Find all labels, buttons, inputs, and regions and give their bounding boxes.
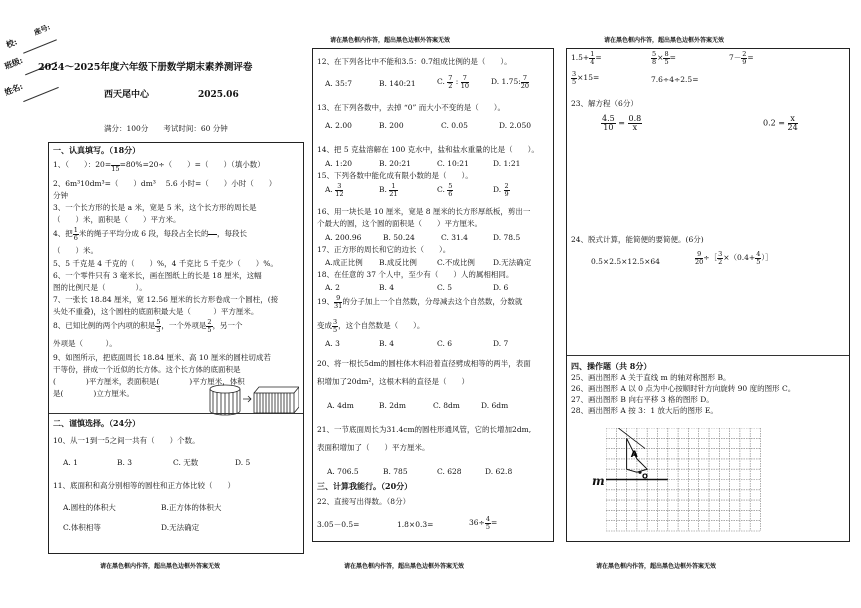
score-info: 满分：100分 考试时间：60 分钟 [104, 124, 228, 133]
q20: 20、将一根长5dm的圆柱体木料沿着直径劈成相等的两半，表面 [317, 359, 531, 368]
q24-expr-2: $\frac{9}{20}$ ÷［ $\frac{3}{2}$ ×（0.4+ $\frac{4}{5}$ ）］ [695, 250, 773, 266]
section-2-title: 二、谨慎选择。（24分） [53, 418, 141, 428]
q1-fraction: 15 [111, 158, 120, 172]
q15-option-c[interactable]: C. $\frac{5}{6}$ [437, 182, 453, 198]
q12-option-c[interactable]: C. $\frac{7}{2}$ : $\frac{7}{10}$ [437, 74, 469, 90]
q19: 19、 $\frac{9}{31}$ 的分子加上一个自然数，分母减去这个自然数，分数就 [317, 294, 523, 310]
q13-option-d[interactable]: D. 2.050 [499, 121, 531, 130]
section-divider [567, 355, 849, 356]
line [23, 39, 57, 53]
q18-option-b[interactable]: B. 4 [379, 283, 395, 292]
calc-3: 7－ $\frac{2}{9}$ = [729, 50, 754, 66]
q22-item-2: 1.8×0.3= [397, 520, 434, 529]
q1-text-b: =80%=20÷（ ）=（ ）（填小数） [119, 160, 265, 169]
q5: 5、5 千克是 4 千克的（ ）%，4 千克比 5 千克少（ ）%。 [53, 259, 278, 268]
q8-fraction-2: $\frac{2}{5}$ [207, 318, 212, 334]
q14-option-c[interactable]: C. 10:21 [437, 159, 469, 168]
q20b: 积增加了20dm²，这根木料的直径是（ ） [317, 377, 469, 386]
calc-4: $\frac{3}{5}$ ×15= [572, 70, 600, 86]
drawing-grid[interactable] [606, 428, 761, 534]
q11-option-b[interactable]: B.正方体的体积大 [161, 503, 222, 512]
footer-note-1: 请在黑色框内作答，超出黑色边框外答案无效 [100, 563, 221, 570]
q10: 10、从一1到一5之间一共有（ ）个数。 [53, 436, 200, 445]
footer-note-3: 请在黑色框内作答，超出黑色边框外答案无效 [596, 563, 717, 570]
q18: 18、在任意的 37 个人中，至少有（ ）人的属相相同。 [317, 270, 514, 279]
q19-option-d[interactable]: D. 7 [493, 339, 509, 348]
q13-option-a[interactable]: A. 2.00 [325, 121, 352, 130]
q19-option-a[interactable]: A. 3 [325, 339, 340, 348]
equation-1: $\frac{4.5}{10}$ = $\frac{0.8}{x}$ [602, 114, 642, 132]
q15-option-a[interactable]: A. $\frac{3}{12}$ [325, 182, 344, 198]
q17: 17、正方形的周长和它的边长（ ）。 [317, 245, 451, 254]
q12: 12、在下列各比中不能和3.5：0.7组成比例的是（ ）。 [317, 57, 512, 66]
calc-2: $\frac{5}{8}$ × $\frac{8}{5}$ = [652, 50, 676, 66]
column-1 [48, 142, 304, 554]
q25: 25、画出图形 A 关于直线 m 的轴对称图形 B。 [571, 373, 731, 382]
q12-option-d[interactable]: D. 1.75: $\frac{7}{20}$ [491, 74, 530, 90]
arrow-icon [243, 396, 251, 402]
q16-option-a[interactable]: A. 200.96 [325, 233, 362, 242]
q4: 4、把 $\frac{1}{6}$ 米的绳子平均分成 6 段，每段占全长的 ，每段长 [53, 226, 247, 242]
q9d: 是( )立方厘米。 [53, 389, 134, 398]
q19-option-b[interactable]: B. 4 [379, 339, 395, 348]
q17-option-c[interactable]: C.不成比例 [437, 258, 475, 267]
q14: 14、把 5 克盐溶解在 100 克水中，盐和盐水重量的比是（ ）。 [317, 145, 539, 154]
grid-svg [606, 428, 761, 534]
q15-option-d[interactable]: D. $\frac{2}{9}$ [493, 182, 509, 198]
q1-text-a: 1、（ ）：20= [53, 160, 112, 169]
header-note-3: 请在黑色框内作答，超出黑色边框外答案无效 [604, 37, 725, 44]
q22-item-3: 36÷ $\frac{4}{5}$ = [469, 515, 498, 531]
q20-option-c[interactable]: C. 8dm [433, 401, 460, 410]
section-4-title: 四、操作题（共 8分） [571, 361, 652, 371]
q16b: 个最大的圆，这个圆的面积是（ ）平方厘米。 [317, 219, 482, 228]
class-label: 班级: [2, 54, 25, 72]
school-label: 校: [4, 36, 19, 50]
q16-option-b[interactable]: B. 50.24 [383, 233, 415, 242]
footer-note-2: 请在黑色框内作答，超出黑色边框外答案无效 [344, 563, 465, 570]
section-3-title: 三、计算我能行。（20分） [317, 481, 413, 491]
q28: 28、画出图形 A 按 3：1 放大后的图形 E。 [571, 406, 718, 415]
q3: 3、一个长方形的长是 a 米，宽是 5 米，这个长方形的周长是 [53, 203, 257, 212]
line [23, 87, 59, 102]
subtitle-date: 2025.06 [198, 90, 239, 100]
q14-option-d[interactable]: D. 1:21 [493, 159, 521, 168]
q10-option-c[interactable]: C. 无数 [173, 458, 199, 467]
section-1-title: 一、认真填写。（18分） [53, 145, 141, 155]
q13: 13、在下列各数中，去掉 “0” 而大小不变的是（ ）。 [317, 103, 506, 112]
q21-option-b[interactable]: B. 785 [383, 467, 408, 476]
q11-option-c[interactable]: C.体积相等 [63, 523, 101, 532]
q17-option-b[interactable]: B.成反比例 [379, 258, 417, 267]
q9c: ( )平方厘米，表面积是( )平方厘米，体积 [53, 377, 245, 386]
q21b: 表面积增加了（ ）平方厘米。 [317, 443, 430, 452]
q9b: 干等份，拼成一个近似的长方体。这个长方体的底面积是 [53, 365, 241, 374]
cuboid-shape [254, 387, 299, 413]
q21: 21、一节底面周长为31.4cm的圆柱形通风管，它的长增加2dm, [317, 425, 532, 434]
name-label: 姓名: [2, 80, 25, 98]
header-note-2: 请在黑色框内作答，超出黑色边框外答案无效 [330, 37, 451, 44]
exam-title: 2024～2025年度六年级下册数学期末素养测评卷 [38, 62, 253, 73]
q19-fraction-1: $\frac{9}{31}$ [334, 294, 343, 310]
q13-option-c[interactable]: C. 0.05 [441, 121, 468, 130]
q21-option-a[interactable]: A. 706.5 [327, 467, 359, 476]
q19c: 变成 $\frac{3}{5}$ ，这个自然数是（ ）。 [317, 318, 425, 334]
q24-expr-1: 0.5×2.5×12.5×64 [591, 257, 660, 266]
equation-2: 0.2 = $\frac{x}{24}$ [763, 114, 798, 132]
q16: 16、用一块长是 10 厘米，宽是 8 厘米的长方形厚纸板，剪出一 [317, 207, 531, 216]
label-o: O [642, 472, 649, 481]
cylinder-shape [210, 385, 240, 415]
q13-option-b[interactable]: B. 200 [379, 121, 404, 130]
calc-1: 1.5+ $\frac{1}{4}$ = [571, 50, 602, 66]
q14-option-a[interactable]: A. 1:20 [325, 159, 353, 168]
q15: 15、下列各数中能化成有限小数的是（ ）。 [317, 171, 473, 180]
q7: 7、一张长 18.84 厘米，宽 12.56 厘米的长方形卷成一个圆柱，(接 [53, 295, 279, 304]
q18-option-a[interactable]: A. 2 [325, 283, 340, 292]
q6: 6、一个零件只有 3 毫米长，画在图纸上的长是 18 厘米，这幅 [53, 271, 262, 280]
q18-option-d[interactable]: D. 6 [493, 283, 509, 292]
q17-option-a[interactable]: A.成正比例 [325, 258, 363, 267]
q16-option-d[interactable]: D. 78.5 [493, 233, 521, 242]
q21-option-c[interactable]: C. 628 [437, 467, 462, 476]
q26: 26、画出图形 A 以 0 点为中心按顺时针方向旋转 90 度的图形 C。 [571, 384, 796, 393]
q11: 11、底面积和高分别相等的圆柱和正方体比较（ ） [53, 481, 236, 490]
q8d: 外项是（ ）。 [53, 339, 117, 348]
q8-fraction-1: $\frac{5}{3}$ [156, 318, 161, 334]
q23: 23、解方程（6分） [571, 99, 638, 108]
q27: 27、画出图形 B 向右平移 3 格的图形 D。 [571, 395, 714, 404]
q21-option-d[interactable]: D. 62.8 [485, 467, 513, 476]
q12-option-a[interactable]: A. 35:7 [325, 79, 353, 88]
seat-label: 座号: [32, 22, 52, 37]
q4d: （ ）米。 [53, 246, 98, 255]
q3b: （ ）米，面积是（ ）平方米。 [53, 215, 181, 224]
q6b: 图的比例尺是（ ）。 [53, 283, 147, 292]
q1 [53, 158, 265, 172]
calc-5: 7.6÷4÷2.5= [651, 75, 699, 84]
q16-option-c[interactable]: C. 31.4 [441, 233, 468, 242]
q4-fraction-1: $\frac{1}{6}$ [73, 226, 78, 242]
q17-option-d[interactable]: D.无法确定 [493, 258, 532, 267]
line-m-label: m [592, 474, 605, 488]
q20-option-d[interactable]: D. 6dm [481, 401, 509, 410]
q7b: 头处不重叠)，这个圆柱的底面积最大是（ ）平方厘米。 [53, 307, 259, 316]
q19-option-c[interactable]: C. 6 [437, 339, 453, 348]
q14-option-b[interactable]: B. 20:21 [379, 159, 411, 168]
q20-option-b[interactable]: B. 2dm [379, 401, 406, 410]
q8: 8、已知比例的两个内项的积是 $\frac{5}{3}$ ，一个外项是 $\frac{2}{5}$ ，另一个 [53, 318, 243, 334]
q22: 22、直接写出得数。（8分） [317, 497, 411, 506]
q11-option-a[interactable]: A.圆柱的体积大 [63, 503, 116, 512]
q10-option-b[interactable]: B. 3 [117, 458, 133, 467]
q10-option-a[interactable]: A. 1 [63, 458, 78, 467]
section-divider [49, 413, 303, 414]
q15-option-b[interactable]: B. $\frac{1}{21}$ [379, 182, 398, 198]
q19-fraction-2: $\frac{3}{5}$ [333, 318, 338, 334]
q2: 2、6m³10dm³=（ ）dm³ 5.6 小时=（ ）小时（ ） [53, 179, 277, 188]
q12-option-b[interactable]: B. 140:21 [379, 79, 416, 88]
subtitle-school: 西天尾中心 [104, 90, 150, 100]
q22-item-1: 3.05－0.5= [317, 520, 360, 529]
q2b: 分钟 [53, 191, 68, 200]
q11-option-d[interactable]: D.无法确定 [161, 523, 200, 532]
q9: 9、如图所示，把底面周长 18.84 厘米、高 10 厘米的圆柱切成若 [53, 353, 271, 362]
q18-option-c[interactable]: C. 5 [437, 283, 453, 292]
label-a: A [630, 449, 638, 460]
q4-fraction-2 [208, 227, 217, 241]
q20-option-a[interactable]: A. 4dm [327, 401, 354, 410]
q24: 24、脱式计算，能简便的要简便。(6分) [571, 235, 704, 244]
column-2 [312, 48, 554, 542]
q10-option-d[interactable]: D. 5 [235, 458, 251, 467]
